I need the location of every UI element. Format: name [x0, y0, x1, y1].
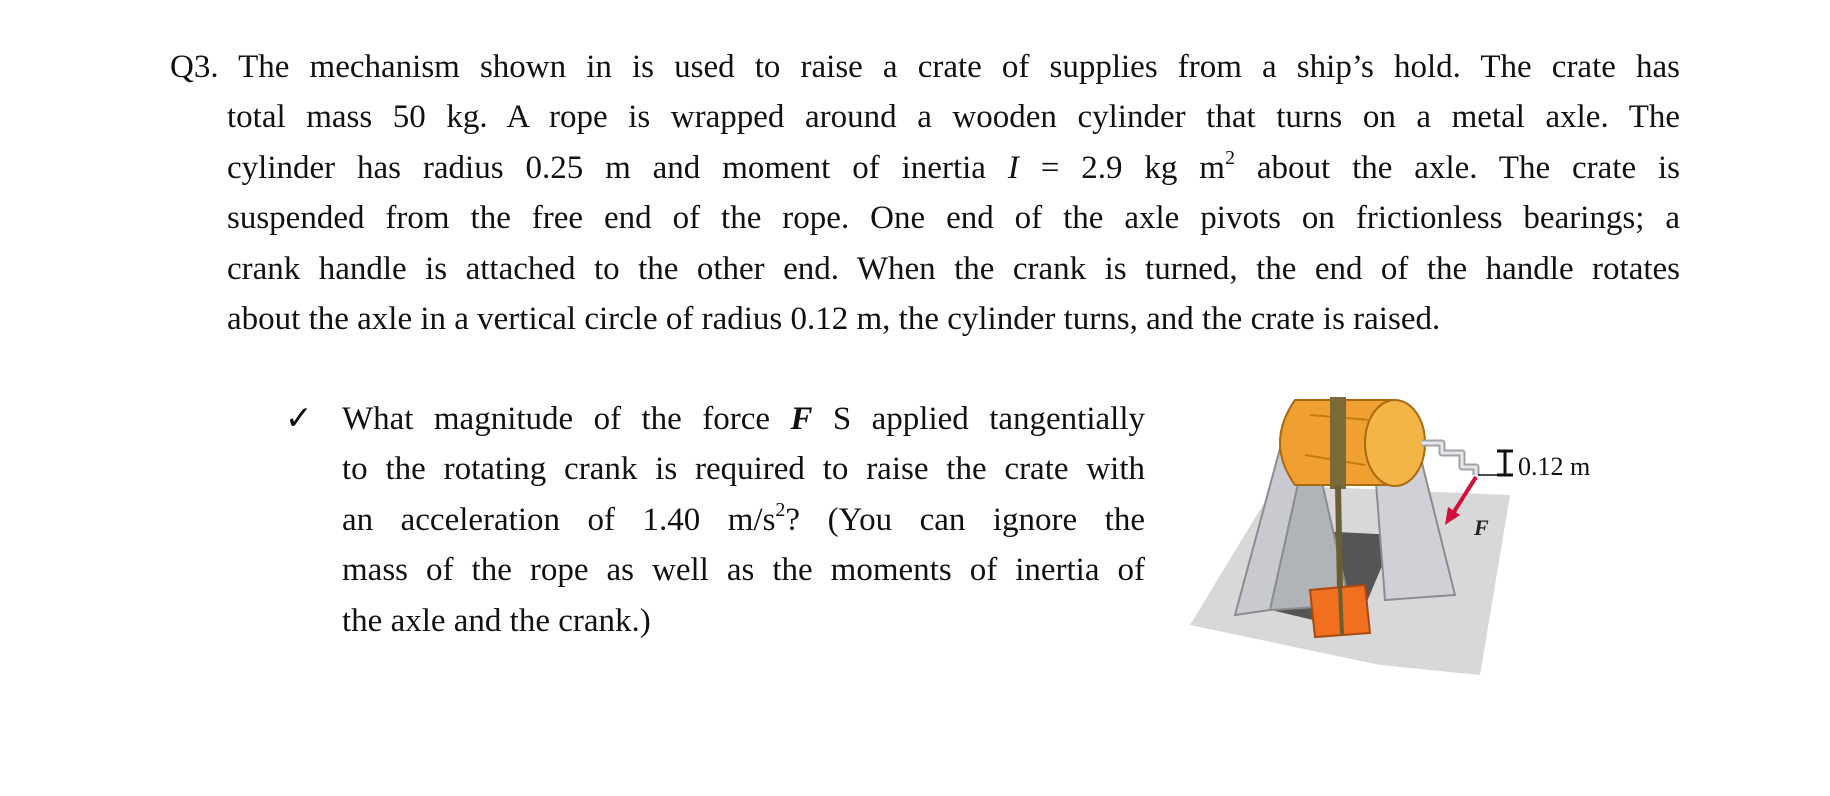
question-text: [170, 42, 1680, 344]
dimension-label: 0.12 m: [1518, 452, 1591, 481]
cylinder-end: [1365, 400, 1425, 486]
check-mark-icon: ✓: [285, 401, 313, 437]
rope-wrap: [1330, 397, 1346, 489]
question-line-5: crank handle is attached to the other end. When the crank is turned, the end of the handle rotates: [227, 250, 1680, 287]
subquestion-line-4: mass of the rope as well as the moments of inertia of: [342, 552, 1145, 589]
subquestion-line-5: the axle and the crank.): [342, 602, 651, 639]
question-line-3: cylinder has radius 0.25 m and moment of inertia I = 2.9 kg $m^2$ about the axle. The crate is: [227, 146, 1681, 186]
question-line-1: Q3. The mechanism shown in is used to raise a crate of supplies from a ship’s hold. The crate has: [170, 49, 1680, 85]
inertia-symbol: I: [1007, 149, 1019, 186]
crank-handle: [1422, 443, 1476, 475]
question-line-4: suspended from the free end of the rope. One end of the axle pivots on frictionless bearings; a: [227, 200, 1680, 237]
crank-mechanism-figure: [1180, 375, 1670, 675]
subquestion-line-1: What magnitude of the force F S applied tangentially: [342, 401, 1145, 437]
question-line-6: about the axle in a vertical circle of radius 0.12 m, the cylinder turns, and the crate is raised.: [227, 301, 1441, 338]
subquestion-text: [342, 394, 1145, 646]
hanging-rope: [1338, 485, 1340, 590]
force-label: F: [1474, 515, 1489, 540]
force-symbol: F: [790, 401, 813, 437]
question-line-2: total mass 50 kg. A rope is wrapped around a wooden cylinder that turns on a metal axle. The: [227, 99, 1680, 136]
inertia-exponent: 2: [1224, 146, 1235, 169]
subquestion-line-3: an acceleration of 1.40 $m/s^2$? (You can ignore the: [342, 498, 1145, 538]
subquestion-line-2: to the rotating crank is required to raise the crate with: [342, 451, 1145, 488]
question-label: Q3.: [170, 49, 219, 85]
acceleration-exponent: 2: [775, 498, 786, 521]
crate-strap: [1340, 587, 1342, 635]
